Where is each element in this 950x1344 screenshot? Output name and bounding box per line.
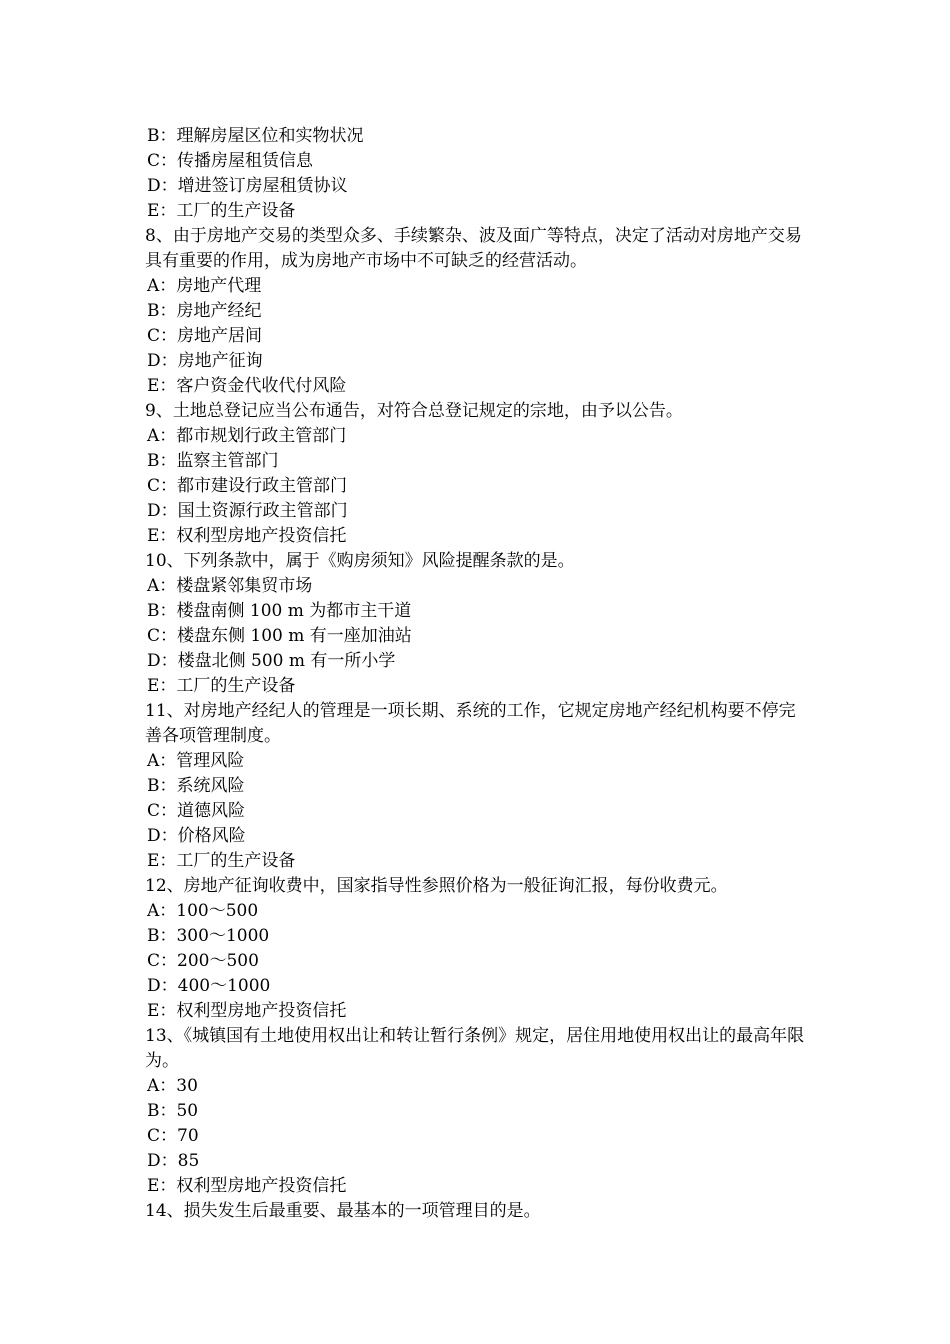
option-b: B：50 <box>147 1101 199 1121</box>
option-c: C：楼盘东侧 100 m 有一座加油站 <box>147 626 412 646</box>
option-c: C：传播房屋租赁信息 <box>147 151 314 171</box>
option-c: C：200～500 <box>147 951 259 971</box>
question-block-14 <box>145 1199 810 1224</box>
option-e: E：工厂的生产设备 <box>147 851 296 871</box>
option-e: E：客户资金代收代付风险 <box>147 376 347 396</box>
option-b: B：房地产经纪 <box>147 301 262 321</box>
option-b: B：理解房屋区位和实物状况 <box>147 126 364 146</box>
question-text: 9、土地总登记应当公布通告，对符合总登记规定的宗地，由予以公告。 <box>145 401 683 421</box>
option-c: C：70 <box>147 1126 199 1146</box>
option-a: A：楼盘紧邻集贸市场 <box>147 576 313 596</box>
option-d: D：楼盘北侧 500 m 有一所小学 <box>147 651 396 671</box>
question-block-11 <box>145 699 810 874</box>
option-d: D：国土资源行政主管部门 <box>147 501 348 521</box>
option-e: E：权利型房地产投资信托 <box>147 1176 347 1196</box>
document-page <box>145 124 810 1224</box>
option-d: D：85 <box>147 1151 200 1171</box>
question-text: 14、损失发生后最重要、最基本的一项管理目的是。 <box>145 1201 541 1221</box>
option-d: D：房地产征询 <box>147 351 263 371</box>
option-d: D：增进签订房屋租赁协议 <box>147 176 348 196</box>
question-block-10 <box>145 549 810 699</box>
option-d: D：价格风险 <box>147 826 246 846</box>
option-e: E：权利型房地产投资信托 <box>147 1001 347 1021</box>
option-c: C：道德风险 <box>147 801 246 821</box>
question-text: 10、下列条款中，属于《购房须知》风险提醒条款的是。 <box>145 551 575 571</box>
option-a: A：房地产代理 <box>147 276 262 296</box>
option-a: A：管理风险 <box>147 751 245 771</box>
question-block-8 <box>145 224 810 399</box>
option-e: E：权利型房地产投资信托 <box>147 526 347 546</box>
option-b: B：楼盘南侧 100 m 为都市主干道 <box>147 601 412 621</box>
option-e: E：工厂的生产设备 <box>147 676 296 696</box>
question-text: 8、由于房地产交易的类型众多、手续繁杂、波及面广等特点，决定了活动对房地产交易具有重要的作用，成为房地产市场中不可缺乏的经营活动。 <box>145 226 802 271</box>
option-c: C：房地产居间 <box>147 326 263 346</box>
question-block-7-tail <box>145 124 810 224</box>
option-a: A：30 <box>147 1076 198 1096</box>
option-b: B：系统风险 <box>147 776 245 796</box>
question-text: 13、《城镇国有土地使用权出让和转让暂行条例》规定，居住用地使用权出让的最高年限为。 <box>145 1026 805 1071</box>
question-block-13 <box>145 1024 810 1199</box>
option-d: D：400～1000 <box>147 976 271 996</box>
option-a: A：都市规划行政主管部门 <box>147 426 347 446</box>
option-e: E：工厂的生产设备 <box>147 201 296 221</box>
option-b: B：300～1000 <box>147 926 270 946</box>
question-text: 12、房地产征询收费中，国家指导性参照价格为一般征询汇报，每份收费元。 <box>145 876 728 896</box>
option-a: A：100～500 <box>147 901 259 921</box>
option-c: C：都市建设行政主管部门 <box>147 476 348 496</box>
question-text: 11、对房地产经纪人的管理是一项长期、系统的工作，它规定房地产经纪机构要不停完善各项管理制度。 <box>145 701 796 746</box>
question-block-12 <box>145 874 810 1024</box>
option-b: B：监察主管部门 <box>147 451 279 471</box>
question-block-9 <box>145 399 810 549</box>
